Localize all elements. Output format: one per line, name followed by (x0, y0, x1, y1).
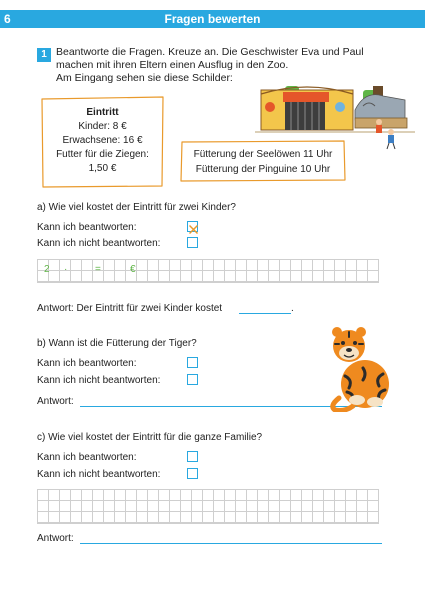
question-b: b) Wann ist die Fütterung der Tiger? (37, 338, 197, 349)
checkbox-can-answer-c[interactable] (187, 451, 198, 462)
checkbox-cannot-answer-b[interactable] (187, 374, 198, 385)
calculation-grid-c[interactable] (37, 489, 379, 524)
option-can-answer-c: Kann ich beantworten: (37, 452, 137, 463)
entry-sign-line: Futter für die Ziegen: (56, 149, 149, 160)
page-number: 6 (4, 12, 11, 26)
calc-unit: € (130, 264, 136, 275)
entry-sign-title: Eintritt (86, 107, 119, 118)
option-cannot-answer-b: Kann ich nicht beantworten: (37, 375, 161, 386)
page-title: Fragen bewerten (164, 12, 261, 26)
cross-mark-icon (188, 224, 199, 235)
intro-line: Am Eingang sehen sie diese Schilder: (56, 72, 233, 84)
entry-sign-line: Kinder: 8 € (78, 121, 127, 132)
intro-line: machen mit ihren Eltern einen Ausflug in den Zoo. (56, 59, 289, 71)
option-cannot-answer-c: Kann ich nicht beantworten: (37, 469, 161, 480)
question-c: c) Wie viel kostet der Eintritt für die ganze Familie? (37, 432, 263, 443)
option-can-answer-a: Kann ich beantworten: (37, 222, 137, 233)
checkbox-can-answer-a[interactable] (187, 221, 198, 232)
calculation-grid-a[interactable] (37, 259, 379, 283)
answer-label-c: Antwort: (37, 533, 74, 544)
calc-operator: · (64, 264, 68, 275)
feeding-sign-line: Fütterung der Seelöwen 11 Uhr (193, 149, 333, 160)
calc-number: 2 (44, 264, 50, 275)
checkbox-cannot-answer-a[interactable] (187, 237, 198, 248)
calc-equals: = (95, 264, 101, 275)
feeding-sign-line: Fütterung der Pinguine 10 Uhr (195, 164, 331, 175)
answer-line-a[interactable] (239, 313, 291, 314)
tiger-illustration (325, 320, 393, 412)
entry-sign (40, 106, 165, 176)
option-can-answer-b: Kann ich beantworten: (37, 358, 137, 369)
checkbox-can-answer-b[interactable] (187, 357, 198, 368)
question-a: a) Wie viel kostet der Eintritt für zwei Kinder? (37, 202, 236, 213)
intro-line: Beantworte die Fragen. Kreuze an. Die Geschwister Eva und Paul (56, 46, 364, 58)
answer-line-c[interactable] (80, 543, 382, 544)
task-number: 1 (37, 48, 51, 62)
checkbox-cannot-answer-c[interactable] (187, 468, 198, 479)
answer-end-a: . (291, 303, 294, 314)
feeding-sign (180, 147, 346, 177)
entry-sign-line: 1,50 € (88, 163, 117, 174)
entry-sign-line: Erwachsene: 16 € (62, 135, 143, 146)
answer-label-b: Antwort: (37, 396, 74, 407)
option-cannot-answer-a: Kann ich nicht beantworten: (37, 238, 161, 249)
answer-label-a: Antwort: Der Eintritt für zwei Kinder kostet (37, 303, 223, 314)
